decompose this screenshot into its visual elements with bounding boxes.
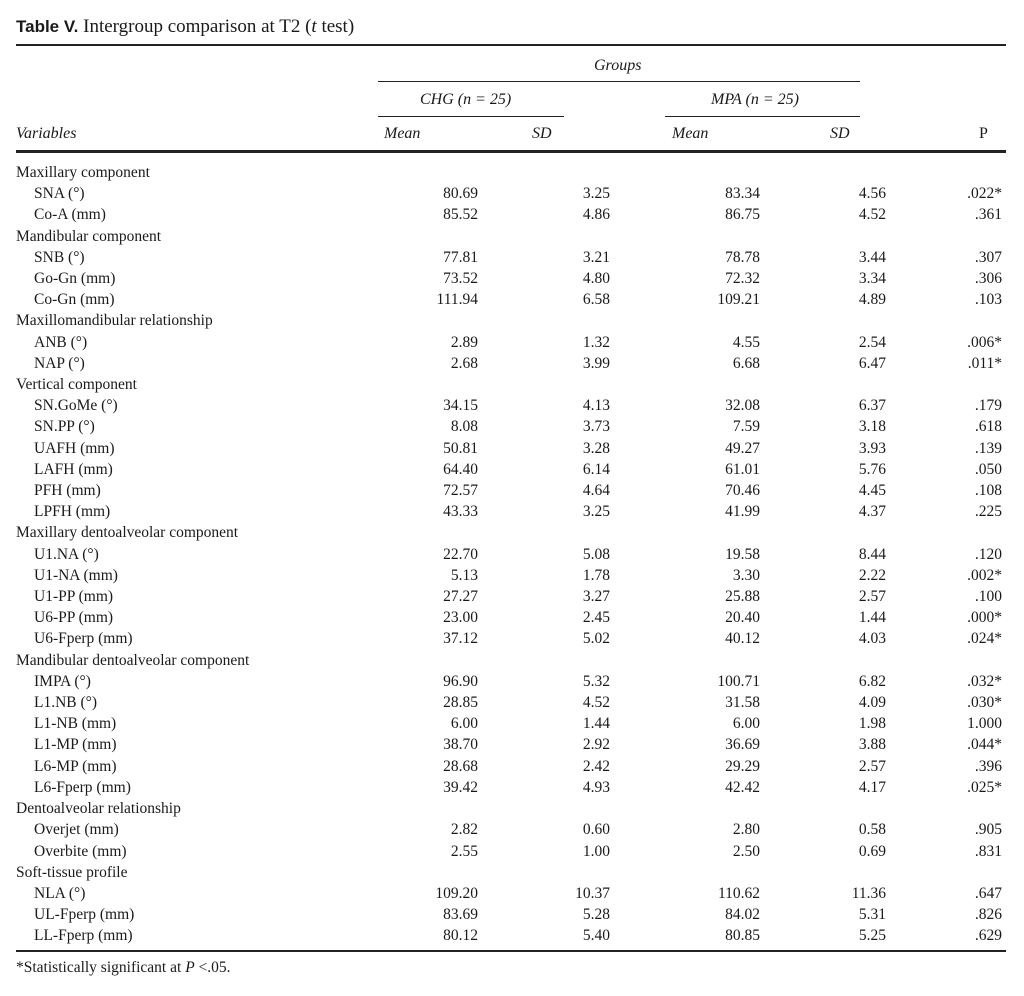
table-row — [16, 204, 1006, 225]
mpa-sd: 5.76 — [858, 460, 886, 478]
mpa-mean: 83.34 — [725, 185, 760, 203]
mpa-sd: 0.58 — [858, 821, 886, 839]
mpa-sd: 4.09 — [858, 694, 886, 712]
chg-sd: 5.28 — [582, 906, 610, 924]
chg-sd: 4.64 — [582, 482, 610, 500]
chg-sd: 2.92 — [582, 736, 610, 754]
mpa-sd: 6.82 — [858, 672, 886, 690]
section-row — [16, 650, 1006, 671]
table-row — [16, 734, 1006, 755]
variable-name: Go-Gn (mm) — [34, 270, 116, 288]
mpa-mean: 2.50 — [732, 842, 760, 860]
p-value: .307 — [974, 248, 1002, 266]
group2-header: MPA (n = 25) — [711, 91, 799, 108]
chg-mean: 6.00 — [450, 715, 478, 733]
chg-mean: 37.12 — [443, 630, 478, 648]
mpa-sd: 5.31 — [858, 906, 886, 924]
chg-mean: 39.42 — [443, 778, 478, 796]
table-caption — [16, 14, 354, 40]
table-row — [16, 607, 1006, 628]
data-table — [16, 162, 1006, 947]
p-value: .306 — [974, 270, 1002, 288]
chg-sd: 10.37 — [575, 884, 610, 902]
chg-sd: 4.13 — [582, 397, 610, 415]
mpa-sd: 4.37 — [858, 503, 886, 521]
p-value: .139 — [974, 439, 1002, 457]
chg-sd: 6.58 — [582, 291, 610, 309]
p-value: .022* — [967, 185, 1002, 203]
p-value: .905 — [974, 821, 1002, 839]
p-header: P — [979, 125, 988, 142]
mpa-mean: 2.80 — [732, 821, 760, 839]
table-row — [16, 565, 1006, 586]
mpa-sd: 4.03 — [858, 630, 886, 648]
variable-name: SN.PP (°) — [34, 418, 95, 436]
chg-mean: 2.89 — [450, 333, 478, 351]
variable-name: LAFH (mm) — [34, 460, 113, 478]
chg-sd: 5.32 — [582, 672, 610, 690]
chg-sd: 5.40 — [582, 927, 610, 945]
variable-name: L6-MP (mm) — [34, 757, 117, 775]
p-value: .024* — [967, 630, 1002, 648]
variable-name: ANB (°) — [34, 333, 88, 351]
mpa-sd: 4.45 — [858, 482, 886, 500]
p-value: .361 — [974, 206, 1002, 224]
sd2-header: SD — [830, 125, 850, 142]
p-value: .050 — [974, 460, 1002, 478]
section-label: Vertical component — [16, 376, 137, 394]
groups-header: Groups — [594, 57, 642, 74]
variable-name: NAP (°) — [34, 354, 85, 372]
chg-mean: 27.27 — [443, 588, 478, 606]
mpa-mean: 40.12 — [725, 630, 760, 648]
variable-name: Co-Gn (mm) — [34, 291, 115, 309]
table-row — [16, 416, 1006, 437]
chg-sd: 1.32 — [582, 333, 610, 351]
variable-name: PFH (mm) — [34, 482, 101, 500]
chg-mean: 80.12 — [443, 927, 478, 945]
mpa-sd: 6.47 — [858, 354, 886, 372]
variable-name: L1-MP (mm) — [34, 736, 117, 754]
mpa-mean: 72.32 — [725, 270, 760, 288]
mpa-sd: 1.44 — [858, 609, 886, 627]
top-rule — [16, 44, 1006, 46]
table-row — [16, 183, 1006, 204]
mpa-sd: 3.44 — [858, 248, 886, 266]
chg-sd: 4.86 — [582, 206, 610, 224]
variable-name: Overjet (mm) — [34, 821, 119, 839]
table-row — [16, 501, 1006, 522]
mpa-sd: 6.37 — [858, 397, 886, 415]
mpa-mean: 19.58 — [725, 545, 760, 563]
variable-name: U6-Fperp (mm) — [34, 630, 133, 648]
mpa-sd: 4.89 — [858, 291, 886, 309]
table-row — [16, 925, 1006, 946]
mpa-sd: 3.34 — [858, 270, 886, 288]
chg-sd: 3.25 — [582, 185, 610, 203]
p-value: .647 — [974, 884, 1002, 902]
chg-sd: 2.42 — [582, 757, 610, 775]
mpa-sd: 2.22 — [858, 566, 886, 584]
p-value: .100 — [974, 588, 1002, 606]
table-row — [16, 628, 1006, 649]
p-value: 1.000 — [967, 715, 1002, 733]
variable-name: LPFH (mm) — [34, 503, 111, 521]
chg-mean: 83.69 — [443, 906, 478, 924]
chg-mean: 28.85 — [443, 694, 478, 712]
chg-mean: 23.00 — [443, 609, 478, 627]
mpa-sd: 3.18 — [858, 418, 886, 436]
section-label: Soft-tissue profile — [16, 863, 128, 881]
section-label: Mandibular component — [16, 227, 162, 245]
table-row — [16, 692, 1006, 713]
chg-mean: 77.81 — [443, 248, 478, 266]
mpa-sd: 3.93 — [858, 439, 886, 457]
table-row — [16, 438, 1006, 459]
group1-rule — [378, 116, 564, 117]
p-value: .618 — [974, 418, 1002, 436]
variable-name: U1.NA (°) — [34, 545, 99, 563]
p-value: .225 — [974, 503, 1002, 521]
mpa-sd: 8.44 — [858, 545, 886, 563]
p-value: .179 — [974, 397, 1002, 415]
mpa-mean: 29.29 — [725, 757, 760, 775]
variable-name: LL-Fperp (mm) — [34, 927, 133, 945]
mpa-mean: 86.75 — [725, 206, 760, 224]
mpa-sd: 2.54 — [858, 333, 886, 351]
variable-name: UAFH (mm) — [34, 439, 115, 457]
section-row — [16, 522, 1006, 543]
variable-name: L6-Fperp (mm) — [34, 778, 131, 796]
mpa-mean: 100.71 — [717, 672, 760, 690]
table-row — [16, 671, 1006, 692]
chg-mean: 96.90 — [443, 672, 478, 690]
p-value: .826 — [974, 906, 1002, 924]
mpa-mean: 6.00 — [732, 715, 760, 733]
variables-header: Variables — [16, 125, 77, 142]
table-label: Table V. — [16, 17, 79, 36]
table-row — [16, 586, 1006, 607]
chg-mean: 50.81 — [443, 439, 478, 457]
chg-sd: 3.99 — [582, 354, 610, 372]
chg-mean: 72.57 — [443, 482, 478, 500]
mpa-mean: 31.58 — [725, 694, 760, 712]
table-title: Intergroup comparison at T2 (t test) — [83, 16, 355, 37]
section-label: Maxillary component — [16, 164, 150, 181]
table-row — [16, 395, 1006, 416]
table-row — [16, 247, 1006, 268]
table-row — [16, 544, 1006, 565]
table-row — [16, 777, 1006, 798]
section-label: Mandibular dentoalveolar component — [16, 651, 250, 669]
variable-name: Overbite (mm) — [34, 842, 127, 860]
table-row — [16, 756, 1006, 777]
groups-rule — [378, 81, 860, 82]
chg-sd: 4.80 — [582, 270, 610, 288]
variable-name: NLA (°) — [34, 884, 86, 902]
p-value: .629 — [974, 927, 1002, 945]
chg-mean: 38.70 — [443, 736, 478, 754]
mpa-mean: 41.99 — [725, 503, 760, 521]
chg-mean: 2.55 — [450, 842, 478, 860]
chg-mean: 85.52 — [443, 206, 478, 224]
chg-mean: 2.68 — [450, 354, 478, 372]
table-row — [16, 289, 1006, 310]
p-value: .396 — [974, 757, 1002, 775]
variable-name: SNA (°) — [34, 185, 85, 203]
section-row — [16, 162, 1006, 183]
p-value: .032* — [967, 672, 1002, 690]
chg-sd: 3.25 — [582, 503, 610, 521]
mpa-sd: 11.36 — [851, 884, 886, 902]
chg-sd: 3.21 — [582, 248, 610, 266]
p-value: .030* — [967, 694, 1002, 712]
chg-mean: 22.70 — [443, 545, 478, 563]
mpa-mean: 84.02 — [725, 906, 760, 924]
group2-rule — [665, 116, 860, 117]
chg-mean: 80.69 — [443, 185, 478, 203]
section-label: Dentoalveolar relationship — [16, 800, 181, 818]
mpa-mean: 61.01 — [725, 460, 760, 478]
sd1-header: SD — [532, 125, 552, 142]
section-label: Maxillomandibular relationship — [16, 312, 213, 330]
variable-name: Co-A (mm) — [34, 206, 106, 224]
group1-header: CHG (n = 25) — [420, 91, 512, 108]
chg-mean: 109.20 — [435, 884, 478, 902]
p-value: .000* — [967, 609, 1002, 627]
table-row — [16, 332, 1006, 353]
table-row — [16, 841, 1006, 862]
chg-sd: 3.73 — [582, 418, 610, 436]
section-row — [16, 374, 1006, 395]
p-value: .044* — [967, 736, 1002, 754]
mpa-mean: 25.88 — [725, 588, 760, 606]
header-rule — [16, 150, 1006, 153]
table-row — [16, 480, 1006, 501]
p-value: .011* — [967, 354, 1002, 372]
chg-sd: 5.08 — [582, 545, 610, 563]
variable-name: IMPA (°) — [34, 672, 91, 690]
chg-sd: 3.27 — [582, 588, 610, 606]
section-label: Maxillary dentoalveolar component — [16, 524, 239, 542]
section-row — [16, 226, 1006, 247]
mpa-mean: 80.85 — [725, 927, 760, 945]
section-row — [16, 798, 1006, 819]
mpa-mean: 78.78 — [725, 248, 760, 266]
chg-mean: 111.94 — [436, 291, 478, 309]
chg-mean: 5.13 — [450, 566, 478, 584]
chg-mean: 2.82 — [450, 821, 478, 839]
mpa-mean: 20.40 — [725, 609, 760, 627]
table-row — [16, 268, 1006, 289]
mpa-mean: 4.55 — [732, 333, 760, 351]
mpa-sd: 2.57 — [858, 757, 886, 775]
chg-sd: 1.00 — [582, 842, 610, 860]
mpa-mean: 6.68 — [732, 354, 760, 372]
variable-name: SNB (°) — [34, 248, 85, 266]
variable-name: U1-NA (mm) — [34, 566, 118, 584]
mpa-mean: 70.46 — [725, 482, 760, 500]
variable-name: U6-PP (mm) — [34, 609, 114, 627]
chg-sd: 2.45 — [582, 609, 610, 627]
p-value: .002* — [967, 566, 1002, 584]
table-row — [16, 904, 1006, 925]
table-row — [16, 819, 1006, 840]
mpa-sd: 4.56 — [858, 185, 886, 203]
mpa-sd: 4.17 — [858, 778, 886, 796]
chg-mean: 8.08 — [450, 418, 478, 436]
mpa-sd: 0.69 — [858, 842, 886, 860]
chg-sd: 5.02 — [582, 630, 610, 648]
mpa-mean: 7.59 — [732, 418, 760, 436]
chg-sd: 4.93 — [582, 778, 610, 796]
p-value: .103 — [974, 291, 1002, 309]
chg-mean: 43.33 — [443, 503, 478, 521]
mpa-mean: 3.30 — [732, 566, 760, 584]
chg-sd: 1.44 — [582, 715, 610, 733]
variable-name: SN.GoMe (°) — [34, 397, 118, 415]
chg-mean: 34.15 — [443, 397, 478, 415]
chg-sd: 0.60 — [582, 821, 610, 839]
mpa-mean: 42.42 — [725, 778, 760, 796]
chg-sd: 1.78 — [582, 566, 610, 584]
p-value: .025* — [967, 778, 1002, 796]
section-row — [16, 310, 1006, 331]
p-value: .108 — [974, 482, 1002, 500]
mean1-header: Mean — [384, 125, 421, 142]
chg-mean: 28.68 — [443, 757, 478, 775]
mean2-header: Mean — [672, 125, 709, 142]
table-body — [16, 162, 1006, 947]
mpa-mean: 110.62 — [717, 884, 760, 902]
table-row — [16, 713, 1006, 734]
variable-name: UL-Fperp (mm) — [34, 906, 135, 924]
chg-mean: 64.40 — [443, 460, 478, 478]
mpa-mean: 109.21 — [717, 291, 760, 309]
p-value: .120 — [974, 545, 1002, 563]
mpa-sd: 5.25 — [858, 927, 886, 945]
p-value: .831 — [974, 842, 1002, 860]
variable-name: L1.NB (°) — [34, 694, 98, 712]
mpa-sd: 1.98 — [858, 715, 886, 733]
mpa-mean: 36.69 — [725, 736, 760, 754]
mpa-mean: 49.27 — [725, 439, 760, 457]
mpa-sd: 3.88 — [858, 736, 886, 754]
mpa-sd: 2.57 — [858, 588, 886, 606]
footnote: *Statistically significant at P <.05. — [16, 959, 231, 976]
table-row — [16, 353, 1006, 374]
chg-sd: 3.28 — [582, 439, 610, 457]
variable-name: U1-PP (mm) — [34, 588, 114, 606]
variable-name: L1-NB (mm) — [34, 715, 117, 733]
table-row — [16, 459, 1006, 480]
chg-sd: 6.14 — [582, 460, 610, 478]
chg-mean: 73.52 — [443, 270, 478, 288]
mpa-sd: 4.52 — [858, 206, 886, 224]
mpa-mean: 32.08 — [725, 397, 760, 415]
section-row — [16, 862, 1006, 883]
chg-sd: 4.52 — [582, 694, 610, 712]
p-value: .006* — [967, 333, 1002, 351]
bottom-rule — [16, 950, 1006, 952]
table-row — [16, 883, 1006, 904]
